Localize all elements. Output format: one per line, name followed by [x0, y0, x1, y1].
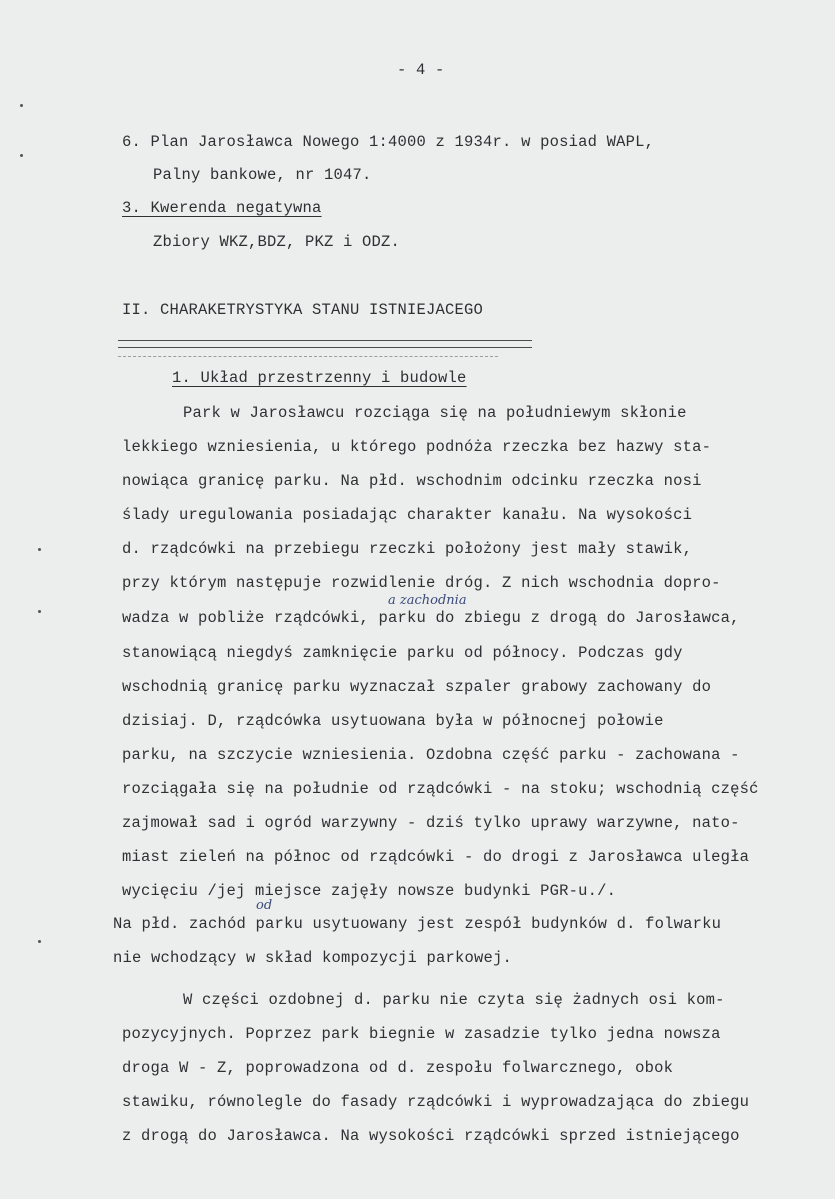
- paragraph-line: nie wchodzący w skład kompozycji parkowej.: [113, 949, 513, 967]
- paragraph-line: przy którym następuje rozwidlenie dróg. Z nich wschodnia dopro-: [122, 574, 721, 592]
- source-collections: Zbiory WKZ,BDZ, PKZ i ODZ.: [153, 233, 401, 251]
- dashed-rule: [118, 356, 498, 357]
- margin-mark: [38, 940, 41, 943]
- source-item-6: 6. Plan Jarosławca Nowego 1:4000 z 1934r. w posiad WAPL,: [122, 133, 655, 151]
- handwritten-annotation: od: [256, 898, 273, 913]
- source-item-6-cont: Palny bankowe, nr 1047.: [153, 166, 372, 184]
- page-number: - 4 -: [397, 61, 445, 79]
- margin-mark: [20, 104, 23, 107]
- section-heading-3: 3. Kwerenda negatywna: [122, 199, 322, 217]
- margin-mark: [38, 548, 41, 551]
- paragraph-line: parku, na szczycie wzniesienia. Ozdobna część parku - zachowana -: [122, 746, 740, 764]
- paragraph-line: zajmował sad i ogród warzywny - dziś tylko uprawy warzywne, nato-: [122, 814, 740, 832]
- paragraph-line: wschodnią granicę parku wyznaczał szpaler grabowy zachowany do: [122, 678, 712, 696]
- paragraph-line: W części ozdobnej d. parku nie czyta się żadnych osi kom-: [183, 991, 725, 1009]
- chapter-heading: II. CHARAKETRYSTYKA STANU ISTNIEJACEGO: [122, 301, 484, 319]
- paragraph-line: d. rządcówki na przebiegu rzeczki położony jest mały stawik,: [122, 540, 693, 558]
- paragraph-line: stawiku, równolegle do fasady rządcówki i wyprowadzająca do zbiegu: [122, 1093, 750, 1111]
- double-rule: [118, 340, 532, 348]
- paragraph-line: Park w Jarosławcu rozciąga się na południewym skłonie: [183, 404, 687, 422]
- paragraph-line: droga W - Z, poprowadzona od d. zespołu folwarcznego, obok: [122, 1059, 674, 1077]
- paragraph-line: stanowiącą niegdyś zamknięcie parku od północy. Podczas gdy: [122, 644, 683, 662]
- paragraph-line: z drogą do Jarosławca. Na wysokości rządcówki sprzed istniejącego: [122, 1127, 740, 1145]
- paragraph-line: Na płd. zachód parku usytuowany jest zespół budynków d. folwarku: [113, 915, 722, 933]
- paragraph-line: ślady uregulowania posiadając charakter kanału. Na wysokości: [122, 506, 693, 524]
- paragraph-line: pozycyjnych. Poprzez park biegnie w zasadzie tylko jedna nowsza: [122, 1025, 721, 1043]
- handwritten-annotation: a zachodnia: [388, 593, 467, 608]
- margin-mark: [38, 610, 41, 613]
- paragraph-line: dzisiaj. D, rządcówka usytuowana była w północnej połowie: [122, 712, 664, 730]
- paragraph-line: wadza w pobliże rządcówki, parku do zbiegu z drogą do Jarosławca,: [122, 609, 740, 627]
- paragraph-line: rozciągała się na południe od rządcówki - na stoku; wschodnią część: [122, 780, 759, 798]
- subsection-heading: 1. Układ przestrzenny i budowle: [172, 369, 467, 387]
- paragraph-line: miast zieleń na północ od rządcówki - do drogi z Jarosławca uległa: [122, 848, 750, 866]
- paragraph-line: nowiąca granicę parku. Na płd. wschodnim odcinku rzeczka nosi: [122, 472, 702, 490]
- paragraph-line: lekkiego wzniesienia, u którego podnóża rzeczka bez hazwy sta-: [122, 438, 712, 456]
- margin-mark: [20, 154, 23, 157]
- paragraph-line: wycięciu /jej miejsce zajęły nowsze budynki PGR-u./.: [122, 882, 617, 900]
